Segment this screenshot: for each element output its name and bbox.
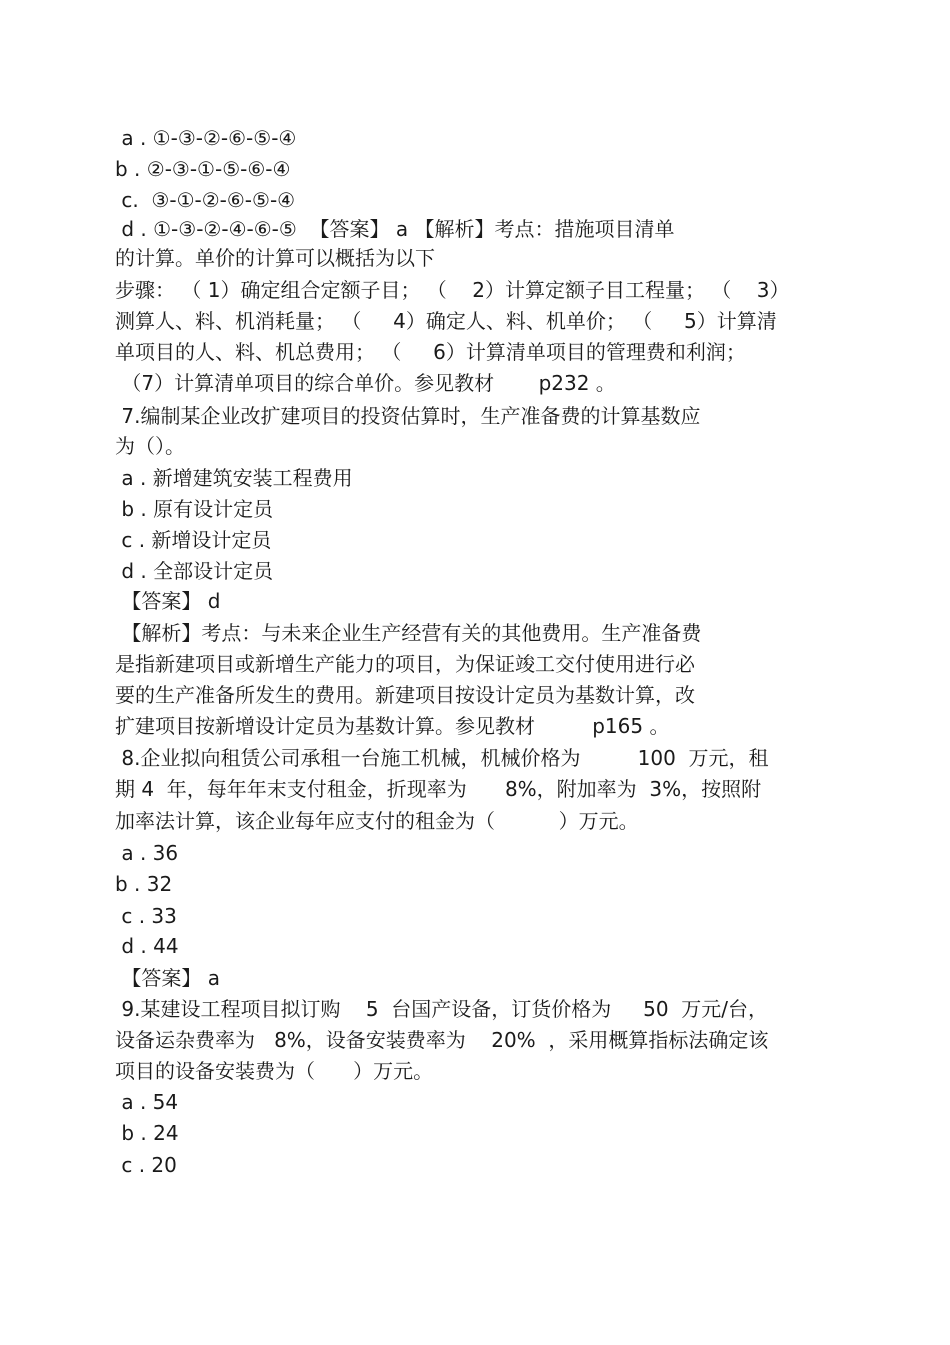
text-line: c . 新增设计定员 [115,528,272,552]
text-line: c . 33 [115,904,177,928]
text-line: 【解析】考点：与未来企业生产经营有关的其他费用。生产准备费 [115,621,702,645]
text-line: 7.编制某企业改扩建项目的投资估算时，生产准备费的计算基数应 [115,404,701,428]
text-line: d . 全部设计定员 [115,559,274,583]
text-line: b . 原有设计定员 [115,497,274,521]
text-line: 9.某建设工程项目拟订购 5 台国产设备，订货价格为 50 万元/台， [115,997,768,1021]
text-line: 8.企业拟向租赁公司承租一台施工机械，机械价格为 100 万元，租 [115,746,769,770]
text-line: b . 24 [115,1121,179,1145]
text-line: 测算人、料、机消耗量； （ 4）确定人、料、机单价； （ 5）计算清 [115,309,777,333]
text-line: d . 44 [115,934,179,958]
text-line: 的计算。单价的计算可以概括为以下 [115,246,435,270]
text-line: a . 36 [115,841,179,865]
text-line: d . ①-③-②-④-⑥-⑤ 【答案】 a 【解析】考点：措施项目清单 [115,217,675,241]
text-line: 【答案】 a [115,966,220,990]
text-line: c. ③-①-②-⑥-⑤-④ [115,188,296,212]
text-line: 【答案】 d [115,589,221,613]
text-line: 为（）。 [115,434,185,458]
text-line: 项目的设备安装费为（ ）万元。 [115,1059,434,1083]
text-line: 要的生产准备所发生的费用。新建项目按设计定员为基数计算，改 [115,683,695,707]
text-line: 期 4 年，每年年末支付租金，折现率为 8%，附加率为 3%，按照附 [115,777,762,801]
text-line: b . ②-③-①-⑤-⑥-④ [115,157,291,181]
text-line: a . 54 [115,1090,179,1114]
text-line: 设备运杂费率为 8%，设备安装费率为 20% ，采用概算指标法确定该 [115,1028,769,1052]
text-line: 是指新建项目或新增生产能力的项目，为保证竣工交付使用进行必 [115,652,695,676]
text-line: （7）计算清单项目的综合单价。参见教材 p232 。 [115,371,616,395]
text-line: 扩建项目按新增设计定员为基数计算。参见教材 p165 。 [115,714,670,738]
text-line: 加率法计算，该企业每年应支付的租金为（ ）万元。 [115,809,639,833]
text-line: a . 新增建筑安装工程费用 [115,466,353,490]
text-line: a . ①-③-②-⑥-⑤-④ [115,126,297,150]
text-line: 单项目的人、料、机总费用； （ 6）计算清单项目的管理费和利润； [115,340,746,364]
text-line: b . 32 [115,872,173,896]
text-line: 步骤： （ 1）确定组合定额子目； （ 2）计算定额子目工程量； （ 3） [115,278,790,302]
text-line: c . 20 [115,1153,177,1177]
